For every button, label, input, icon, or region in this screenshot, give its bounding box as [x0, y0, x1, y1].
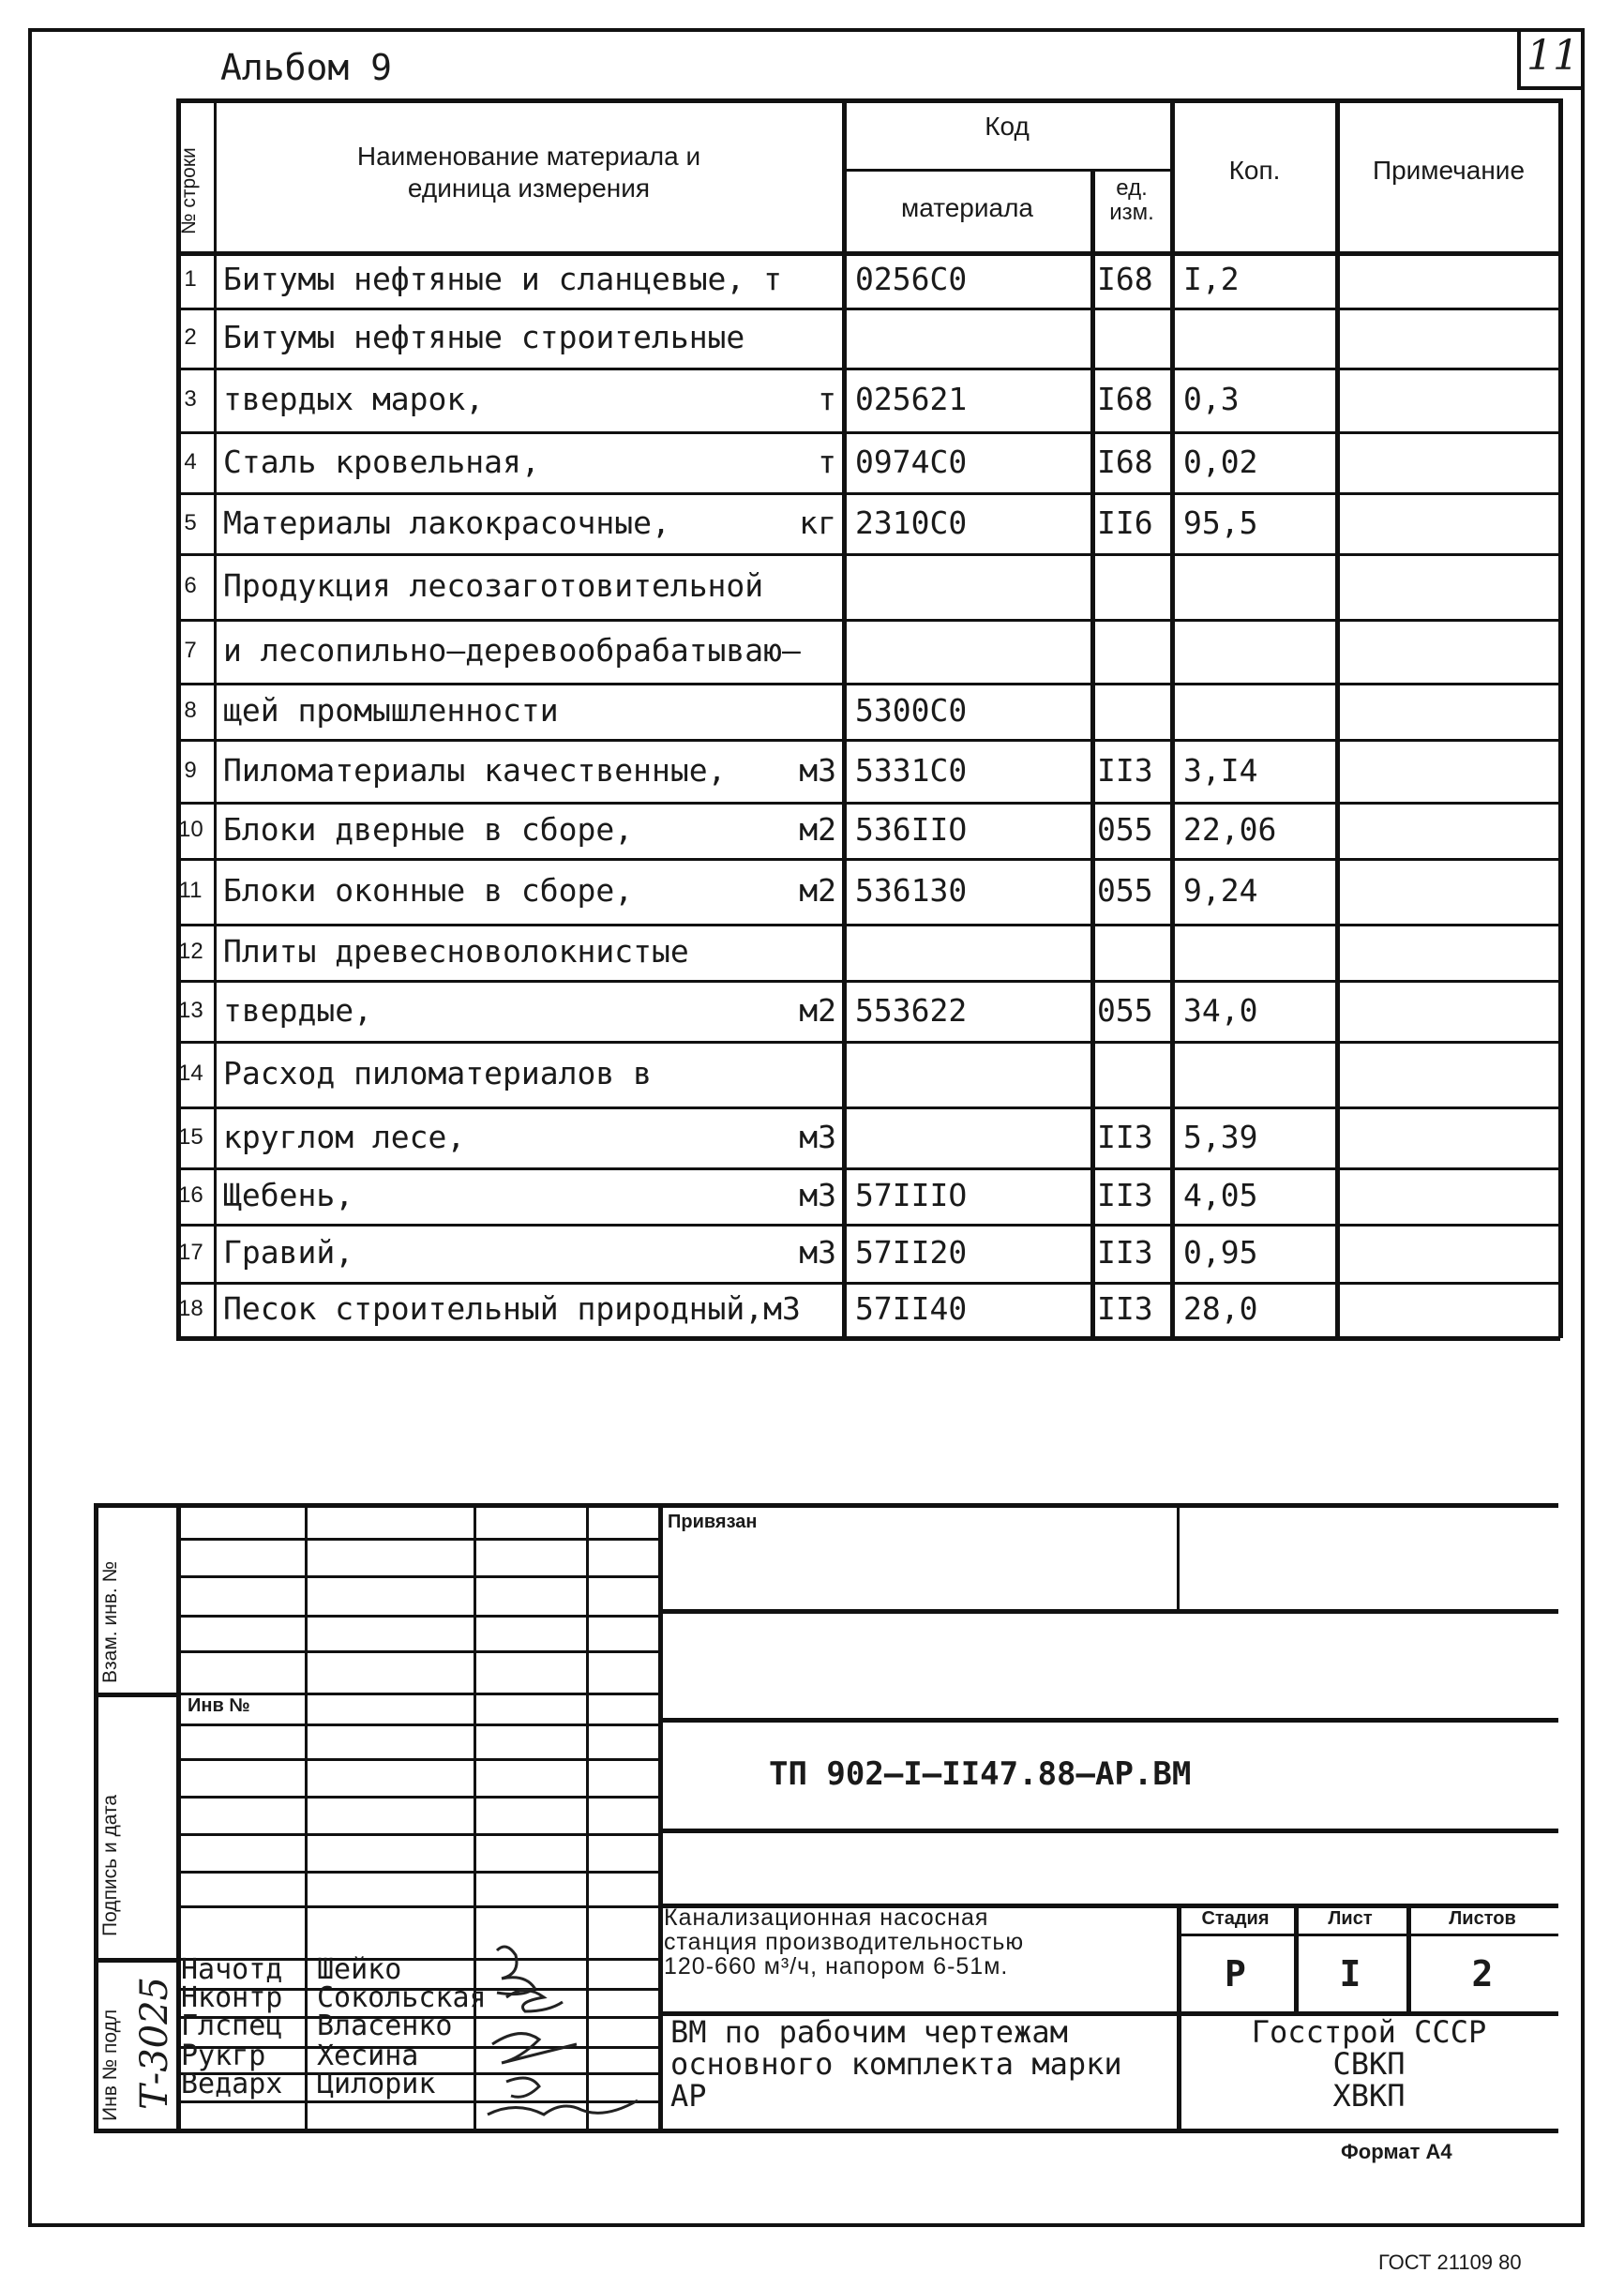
material-unit: т: [818, 443, 836, 480]
unit-code: 055: [1097, 872, 1153, 909]
sig-grid-line: [176, 1796, 658, 1799]
note-header: Примечание: [1372, 156, 1526, 185]
material-name: Битумы нефтяные и сланцевые, т: [223, 261, 783, 297]
material-unit: т: [818, 381, 836, 417]
material-code: 0974С0: [855, 443, 968, 480]
col-line-4: [1170, 98, 1175, 1338]
material-name: Пиломатериалы качественные,: [223, 751, 727, 789]
material-unit: м3: [799, 1118, 836, 1155]
sig-col-1: [305, 1503, 308, 2129]
sig-grid-line: [176, 1650, 658, 1653]
sig-grid-line: [176, 1905, 658, 1908]
rb-line-1: [658, 1609, 1558, 1614]
material-code: 025621: [855, 381, 968, 417]
signature-role: Ведарх: [181, 2068, 283, 2100]
sig-grid-line: [176, 1724, 658, 1726]
row-line: [176, 553, 1560, 556]
side-label-podpis: Подпись и дата: [99, 1794, 121, 1936]
material-unit: кг: [799, 504, 836, 541]
material-unit: м2: [799, 811, 836, 848]
tb-top-line: [94, 1503, 1558, 1508]
material-unit: м3: [799, 1177, 836, 1213]
stage-label: Стадия: [1201, 1908, 1270, 1929]
row-line: [176, 492, 1560, 495]
row-number: 5: [184, 509, 197, 535]
table-bottom-line: [176, 1336, 1560, 1341]
quantity: 9,24: [1183, 872, 1258, 909]
inv-handwritten: Т-3025: [133, 1977, 176, 2110]
material-name: Продукция лесозаготовительной: [223, 567, 764, 604]
unit-code: I68: [1097, 261, 1153, 297]
signature-name: Хесина: [317, 2040, 419, 2072]
signature-scribbles: [469, 1932, 675, 2133]
unit-code: II3: [1097, 1290, 1153, 1327]
material-name: щей промышленности: [223, 692, 559, 729]
table-top-line: [176, 98, 1560, 103]
side-div-2: [94, 1958, 176, 1963]
side-div-1: [94, 1693, 176, 1697]
page-number-box: [1517, 28, 1585, 90]
unit-code: I68: [1097, 443, 1153, 480]
material-code: 536IIO: [855, 811, 968, 848]
row-line: [176, 1041, 1560, 1044]
quantity: 34,0: [1183, 991, 1258, 1029]
material-name: Битумы нефтяные строительные: [223, 319, 745, 355]
album-label: Альбом 9: [220, 47, 393, 88]
tb-left-edge: [94, 1503, 98, 2131]
material-code: 2310С0: [855, 504, 968, 541]
quantity: 0,3: [1183, 381, 1240, 417]
material-code: 5331С0: [855, 751, 968, 789]
material-name: Материалы лакокрасочные,: [223, 504, 670, 541]
sig-grid-line: [176, 1833, 658, 1836]
col-line-5: [1335, 98, 1340, 1338]
row-line: [176, 368, 1560, 370]
row-line: [176, 1167, 1560, 1170]
privyazan-label: Привязан: [668, 1512, 758, 1532]
row-number: 13: [178, 997, 203, 1023]
rb-line-2: [658, 1718, 1558, 1723]
stage-header-line: [1177, 1934, 1558, 1936]
row-number: 11: [178, 878, 203, 903]
row-number: 7: [184, 638, 197, 663]
rb-line-3: [658, 1829, 1558, 1833]
sig-grid-line: [176, 1758, 658, 1761]
row-number: 10: [178, 817, 203, 842]
code-header: Код: [985, 112, 1030, 141]
col-line-3: [1090, 169, 1095, 1338]
code-unit-header: ед. изм.: [1109, 175, 1154, 225]
sig-grid-line: [176, 1575, 658, 1578]
sheets-value: 2: [1471, 1953, 1494, 1994]
material-name: и лесопильно–деревообрабатываю–: [223, 632, 801, 669]
privyazan-divider: [1177, 1503, 1180, 1609]
gost-label: ГОСТ 21109 80: [1378, 2250, 1522, 2274]
format-label: Формат А4: [1341, 2140, 1452, 2163]
side-label-inv-podl: Инв № подл: [99, 2009, 121, 2121]
material-code: 57IIIO: [855, 1177, 968, 1213]
stage-value: Р: [1225, 1953, 1246, 1994]
unit-code: 055: [1097, 991, 1153, 1029]
material-unit: м3: [799, 1234, 836, 1271]
material-name: твердые,: [223, 991, 372, 1029]
quantity: 0,95: [1183, 1234, 1258, 1271]
material-name: Плиты древесноволокнистые: [223, 933, 689, 970]
unit-code: II3: [1097, 1118, 1153, 1155]
row-line: [176, 739, 1560, 742]
signature-name: Сокольская: [317, 1981, 487, 2014]
row-line: [176, 1282, 1560, 1285]
quantity: 4,05: [1183, 1177, 1258, 1213]
sig-grid-line: [176, 1615, 658, 1618]
col-line-6: [1558, 98, 1563, 1338]
inv-no-label: Инв №: [188, 1695, 250, 1716]
quantity: 3,I4: [1183, 751, 1258, 789]
unit-code: II6: [1097, 504, 1153, 541]
material-name: Песок строительный природный,м3: [223, 1290, 801, 1327]
page-number: 11: [1526, 32, 1579, 80]
quantity: I,2: [1183, 261, 1240, 297]
material-name: Блоки дверные в сборе,: [223, 811, 634, 848]
row-number: 3: [184, 386, 197, 412]
row-line: [176, 858, 1560, 861]
material-code: 5300С0: [855, 692, 968, 729]
row-line: [176, 802, 1560, 805]
row-number: 17: [178, 1240, 203, 1265]
header-bottom-line: [176, 251, 1560, 256]
name-header: Наименование материала и единица измерения: [356, 142, 701, 203]
row-line: [176, 431, 1560, 434]
material-code: 536130: [855, 872, 968, 909]
row-line: [176, 980, 1560, 983]
signature-name: Цилорик: [317, 2068, 436, 2100]
row-no-header: № строки: [178, 147, 200, 234]
material-name: Щебень,: [223, 1177, 354, 1213]
row-number: 8: [184, 698, 197, 723]
quantity: 95,5: [1183, 504, 1258, 541]
row-number: 18: [178, 1296, 203, 1321]
row-number: 16: [178, 1182, 203, 1208]
row-line: [176, 683, 1560, 685]
signature-role: Нконтр: [181, 1981, 283, 2014]
qty-header: Коп.: [1228, 156, 1281, 185]
signature-role: Начотд: [181, 1953, 283, 1986]
sheet-value: I: [1339, 1953, 1361, 1994]
material-name: Гравий,: [223, 1234, 354, 1271]
unit-code: I68: [1097, 381, 1153, 417]
sig-grid-line: [176, 1538, 658, 1541]
unit-code: II3: [1097, 751, 1153, 789]
material-code: 57II40: [855, 1290, 968, 1327]
material-name: твердых марок,: [223, 381, 485, 417]
side-label-vzam: Взам. инв. №: [99, 1560, 121, 1683]
project-title: Канализационная насосная станция производительностью 120-660 м³/ч, напором 6-51м.: [664, 1904, 1025, 1979]
material-unit: м3: [799, 751, 836, 789]
material-code: 0256С0: [855, 261, 968, 297]
code-sub-line: [844, 169, 1172, 172]
material-name: Расход пиломатериалов в: [223, 1055, 652, 1091]
quantity: 5,39: [1183, 1118, 1258, 1155]
row-number: 14: [178, 1061, 203, 1086]
material-name: Сталь кровельная,: [223, 443, 540, 480]
sig-grid-line: [176, 1871, 658, 1874]
unit-code: II3: [1097, 1234, 1153, 1271]
sheet-label: Лист: [1328, 1908, 1373, 1929]
col-line-2: [842, 98, 847, 1338]
doc-code: ТП 902–I–II47.88–АР.ВМ: [769, 1755, 1192, 1793]
row-number: 12: [178, 939, 203, 964]
material-unit: м2: [799, 872, 836, 909]
row-number: 6: [184, 573, 197, 598]
signature-name: Шейко: [317, 1953, 402, 1986]
signature-role: Глспец: [181, 2010, 283, 2042]
unit-code: II3: [1097, 1177, 1153, 1213]
row-number: 2: [184, 324, 197, 350]
row-line: [176, 308, 1560, 310]
row-number: 4: [184, 448, 197, 474]
sheets-label: Листов: [1449, 1908, 1516, 1929]
signature-name: Власенко: [317, 2010, 453, 2042]
row-line: [176, 619, 1560, 622]
material-unit: м2: [799, 991, 836, 1029]
code-material-header: материала: [901, 193, 1033, 222]
organization: Госстрой СССР СВКП ХВКП: [1251, 2014, 1487, 2114]
row-line: [176, 1224, 1560, 1227]
tb-bottom-line: [94, 2129, 1558, 2133]
material-name: Блоки оконные в сборе,: [223, 872, 634, 909]
quantity: 28,0: [1183, 1290, 1258, 1327]
row-line: [176, 924, 1560, 926]
quantity: 0,02: [1183, 443, 1258, 480]
material-code: 553622: [855, 991, 968, 1029]
col-line-1: [214, 98, 217, 1338]
material-name: круглом лесе,: [223, 1118, 466, 1155]
quantity: 22,06: [1183, 811, 1277, 848]
row-line: [176, 1106, 1560, 1109]
row-number: 9: [184, 757, 197, 783]
unit-code: 055: [1097, 811, 1153, 848]
row-number: 1: [184, 266, 197, 292]
row-number: 15: [178, 1123, 203, 1150]
doc-title: ВМ по рабочим чертежам основного комплекта марки АР: [670, 2014, 1122, 2114]
material-code: 57II20: [855, 1234, 968, 1271]
signature-role: Рукгр: [181, 2040, 266, 2072]
